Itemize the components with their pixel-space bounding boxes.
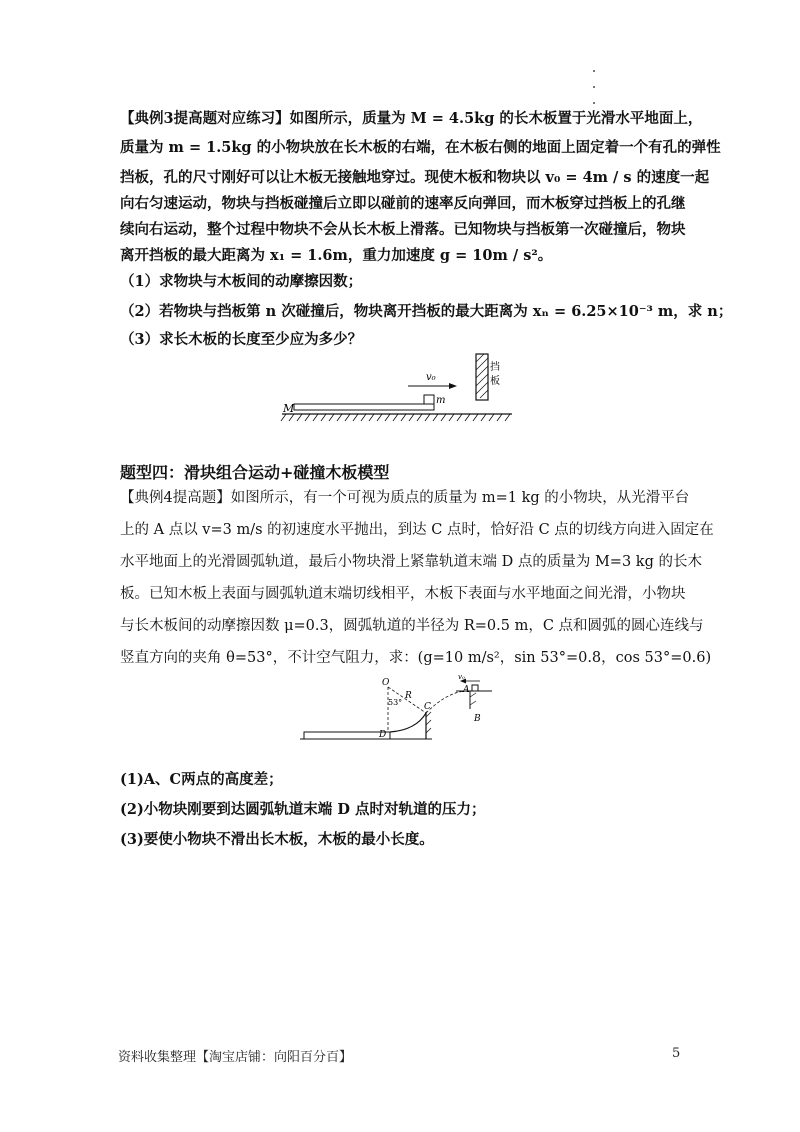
label-A: A [463, 685, 470, 695]
label-B: B [474, 714, 481, 724]
page-number: 5 [672, 1046, 681, 1061]
ex4-line: 与长木板间的动摩擦因数 μ=0.3，圆弧轨道的半径为 R=0.5 m，C 点和圆弧的圆心连线与 [120, 618, 704, 634]
scan-mark [593, 86, 595, 88]
velocity-arrow [449, 383, 457, 389]
ex3-line: 向右匀速运动，物块与挡板碰撞后立即以碰前的速率反向弹回，而木板穿过挡板上的孔继 [120, 195, 686, 212]
small-block [472, 685, 478, 691]
ex3-line: 挡板，孔的尺寸刚好可以让木板无接触地穿过。现使木板和物块以 v₀ = 4m / s 的速度一起 [120, 169, 710, 186]
block-label: m [436, 395, 446, 406]
ex3-line: 质量为 m = 1.5kg 的小物块放在长木板的右端，在木板右侧的地面上固定着一个有孔的弹性 [120, 139, 721, 156]
ex4-question: (1)A、C两点的高度差； [120, 771, 283, 788]
baffle-label: 挡 [490, 362, 500, 373]
ex3-line: 续向右运动，整个过程中物块不会从长木板上滑落。已知物块与挡板第一次碰撞后，物块 [120, 221, 686, 238]
label-angle: 53° [388, 698, 403, 707]
board-label: M [283, 402, 295, 415]
label-O: O [382, 678, 390, 688]
baffle [476, 354, 488, 400]
small-block [424, 395, 434, 404]
scan-mark [593, 70, 595, 72]
label-v0: v₀ [458, 675, 465, 681]
ex4-line: 【典例4提高题】如图所示，有一个可视为质点的质量为 m=1 kg 的小物块，从光滑平台 [120, 490, 690, 506]
label-D: D [379, 730, 387, 740]
ex3-line: 离开挡板的最大距离为 x₁ = 1.6m，重力加速度 g = 10m / s²。 [120, 247, 553, 264]
velocity-label: v₀ [426, 372, 436, 383]
ex3-question: （2）若物块与挡板第 n 次碰撞后，物块离开挡板的最大距离为 xₙ = 6.25×10⁻³ m，求 n； [120, 303, 733, 320]
arc-track-figure [300, 675, 500, 747]
ex4-question: (2)小物块刚要到达圆弧轨道末端 D 点时对轨道的压力； [120, 801, 486, 818]
label-R: R [405, 691, 412, 701]
ex4-line: 板。已知木板上表面与圆弧轨道末端切线相平，木板下表面与水平地面之间光滑，小物块 [120, 586, 686, 602]
ex4-line: 上的 A 点以 v=3 m/s 的初速度水平抛出，到达 C 点时，恰好沿 C 点的切线方向进入固定在 [120, 522, 714, 538]
arc-track [390, 713, 426, 739]
ex4-question: (3)要使小物块不滑出长木板，木板的最小长度。 [120, 831, 434, 848]
section-title: 题型四：滑块组合运动+碰撞木板模型 [120, 463, 390, 482]
label-C: C [424, 702, 431, 712]
ex3-question: （3）求长木板的长度至少应为多少？ [120, 331, 363, 348]
ex3-question: （1）求物块与木板间的动摩擦因数； [120, 273, 363, 290]
ex4-line: 竖直方向的夹角 θ=53°，不计空气阻力，求：(g=10 m/s²，sin 53°=0.8，cos 53°=0.6) [120, 650, 712, 666]
long-board [294, 404, 434, 410]
baffle-label: 板 [490, 376, 500, 387]
footer-source: 资料收集整理【淘宝店铺：向阳百分百】 [118, 1050, 353, 1065]
board-baffle-figure [280, 352, 520, 427]
wood-board [304, 732, 390, 739]
scan-mark [593, 102, 595, 104]
ex3-line: 【典例3提高题对应练习】如图所示，质量为 M = 4.5kg 的长木板置于光滑水平地面上， [120, 110, 703, 127]
ex4-line: 水平地面上的光滑圆弧轨道，最后小物块滑上紧靠轨道末端 D 点的质量为 M=3 kg 的长木 [120, 554, 702, 570]
